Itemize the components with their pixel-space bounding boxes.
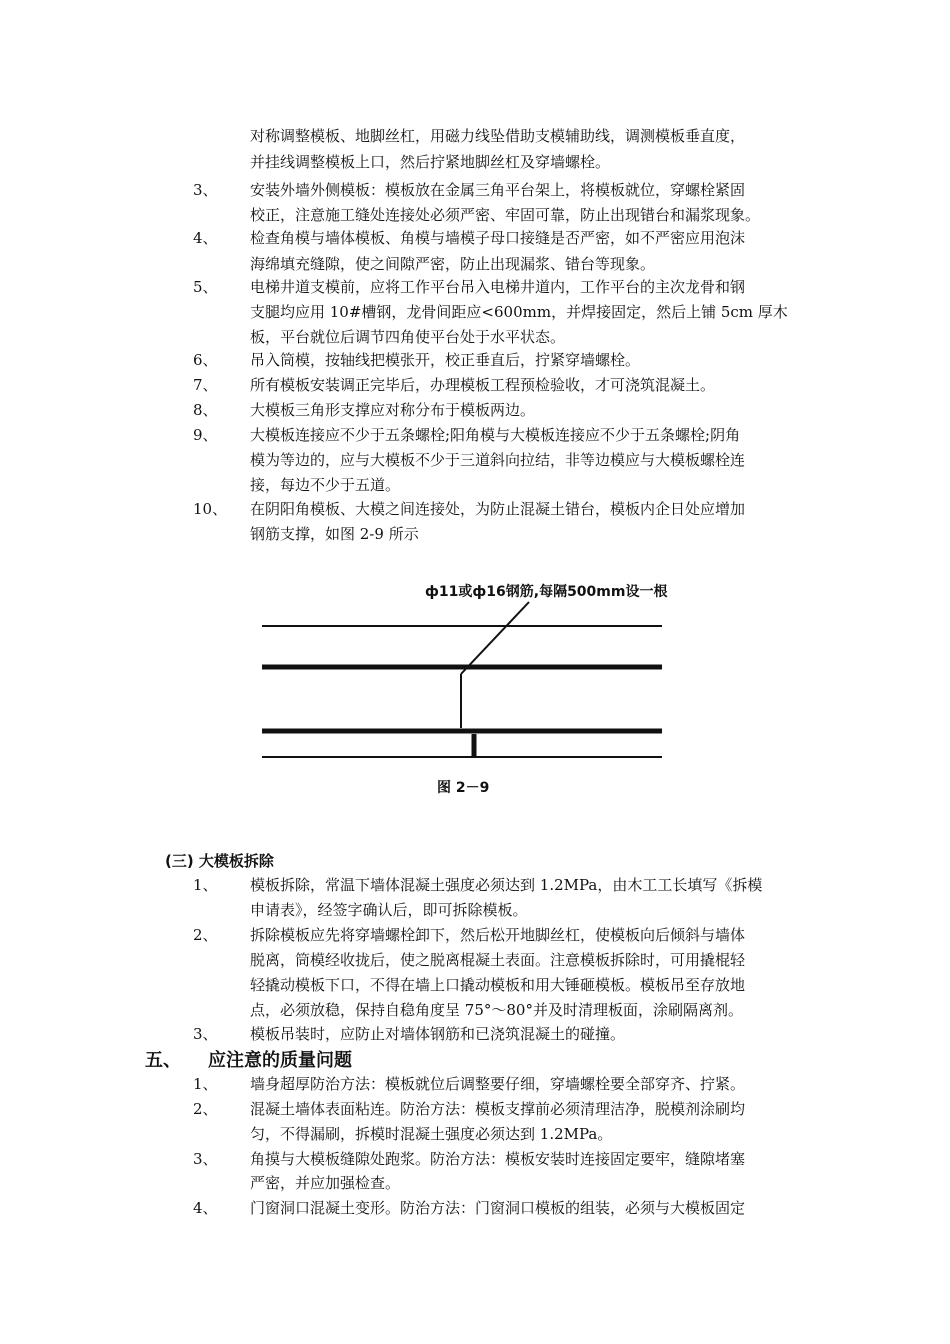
- figure-annotation: ф11或ф16钢筋,每隔500mm设一根: [425, 584, 668, 600]
- item-5-line-1: 电梯井道支模前，应将工作平台吊入电梯井道内，工作平台的主次龙骨和钢: [250, 278, 746, 296]
- s3-item-2-line-2: 脱离，筒模经收拢后，使之脱离棍凝土表面。注意模板拆除时，可用撬棍轻: [250, 951, 746, 969]
- item-6-number: 6、: [193, 351, 218, 369]
- item-10-number: 10、: [193, 500, 228, 518]
- item-9-line-1: 大模板连接应不少于五条螺栓;阳角模与大模板连接应不少于五条螺栓;阴角: [250, 426, 741, 444]
- item-10-line-1: 在阴阳角模板、大模之间连接处，为防止混凝土错台，模板内企日处应增加: [250, 500, 746, 518]
- s5-item-1-number: 1、: [193, 1075, 218, 1093]
- item-3-number: 3、: [193, 181, 218, 199]
- s3-item-1-number: 1、: [193, 876, 218, 894]
- s5-item-2-line-2: 匀，不得漏刷，拆模时混凝土强度必须达到 1.2MPa。: [250, 1125, 613, 1143]
- s5-item-3-number: 3、: [193, 1150, 218, 1168]
- item-9-number: 9、: [193, 426, 218, 444]
- item-6-line-1: 吊入筒模，按轴线把模张开，校正垂直后，拧紧穿墙螺栓。: [250, 351, 641, 369]
- item-9-line-3: 接，每边不少于五道。: [250, 476, 401, 494]
- item-4-line-2: 海绵填充缝隙，使之间隙严密，防止出现漏浆、错台等现象。: [250, 255, 656, 273]
- s3-item-3-number: 3、: [193, 1025, 218, 1043]
- figure-caption: 图 2－9: [437, 780, 490, 796]
- item-cont-line-2: 并挂线调整模板上口，然后拧紧地脚丝杠及穿墙螺栓。: [250, 153, 611, 171]
- item-8-line-1: 大模板三角形支撑应对称分布于模板两边。: [250, 401, 536, 419]
- item-3-line-2: 校正，注意施工缝处连接处必须严密、牢固可靠，防止出现错台和漏浆现象。: [250, 206, 761, 224]
- item-5-line-2: 支腿均应用 10#槽钢，龙骨间距应<600mm，并焊接固定，然后上铺 5cm 厚木: [250, 303, 788, 321]
- section-3-heading: (三) 大模板拆除: [165, 852, 274, 870]
- section-5-title: 应注意的质量问题: [208, 1050, 352, 1071]
- s3-item-1-line-2: 申请表》，经签字确认后，即可拆除模板。: [250, 901, 528, 919]
- s5-item-4-number: 4、: [193, 1199, 218, 1217]
- item-8-number: 8、: [193, 401, 218, 419]
- s3-item-2-line-3: 轻撬动模板下口，不得在墙上口撬动模板和用大锤砸模板。模板吊至存放地: [250, 976, 746, 994]
- s3-item-2-line-1: 拆除模板应先将穿墙螺栓卸下，然后松开地脚丝杠，使模板向后倾斜与墙体: [250, 926, 746, 944]
- item-3-line-1: 安装外墙外侧模板：模板放在金属三角平台架上，将模板就位，穿螺栓紧固: [250, 181, 746, 199]
- s3-item-1-line-1: 模板拆除，常温下墙体混凝土强度必须达到 1.2MPa，由木工工长填写《拆模: [250, 876, 763, 894]
- section-5-number: 五、: [145, 1050, 181, 1071]
- item-9-line-2: 模为等边的，应与大模板不少于三道斜向拉结，非等边模应与大模板螺栓连: [250, 451, 746, 469]
- s5-item-2-number: 2、: [193, 1100, 218, 1118]
- item-10-line-2: 钢筋支撑，如图 2-9 所示: [250, 525, 419, 543]
- item-cont-line-1: 对称调整模板、地脚丝杠，用磁力线坠借助支模辅助线，调测模板垂直度，: [250, 127, 746, 145]
- s5-item-4-line-1: 门窗洞口混凝土变形。防治方法：门窗洞口模板的组装，必须与大模板固定: [250, 1199, 746, 1217]
- s5-item-1-line-1: 墙身超厚防治方法：模板就位后调整要仔细，穿墙螺栓要全部穿齐、拧紧。: [250, 1075, 746, 1093]
- item-7-number: 7、: [193, 376, 218, 394]
- s5-item-3-line-1: 角摸与大模板缝隙处跑浆。防治方法：模板安装时连接固定要牢，缝隙堵塞: [250, 1150, 746, 1168]
- s3-item-3-line-1: 模板吊装时，应防止对墙体钢筋和已浇筑混凝土的碰撞。: [250, 1025, 626, 1043]
- s3-item-2-number: 2、: [193, 926, 218, 944]
- item-5-line-3: 板，平台就位后调节四角使平台处于水平状态。: [250, 328, 566, 346]
- item-5-number: 5、: [193, 278, 218, 296]
- s5-item-3-line-2: 严密，并应加强检查。: [250, 1174, 401, 1192]
- figure-2-9: [0, 570, 950, 850]
- leader-line: [461, 602, 529, 674]
- item-7-line-1: 所有模板安装调正完毕后，办理模板工程预检验收，才可浇筑混凝土。: [250, 376, 716, 394]
- s5-item-2-line-1: 混凝土墙体表面粘连。防治方法：模板支撑前必须清理洁净，脱模剂涂刷均: [250, 1100, 746, 1118]
- s3-item-2-line-4: 点，必须放稳，保持自稳角度呈 75°～80°并及时清理板面，涂刷隔离剂。: [250, 1001, 743, 1019]
- item-4-line-1: 检查角模与墙体模板、角模与墙模子母口接缝是否严密，如不严密应用泡沫: [250, 229, 746, 247]
- item-4-number: 4、: [193, 229, 218, 247]
